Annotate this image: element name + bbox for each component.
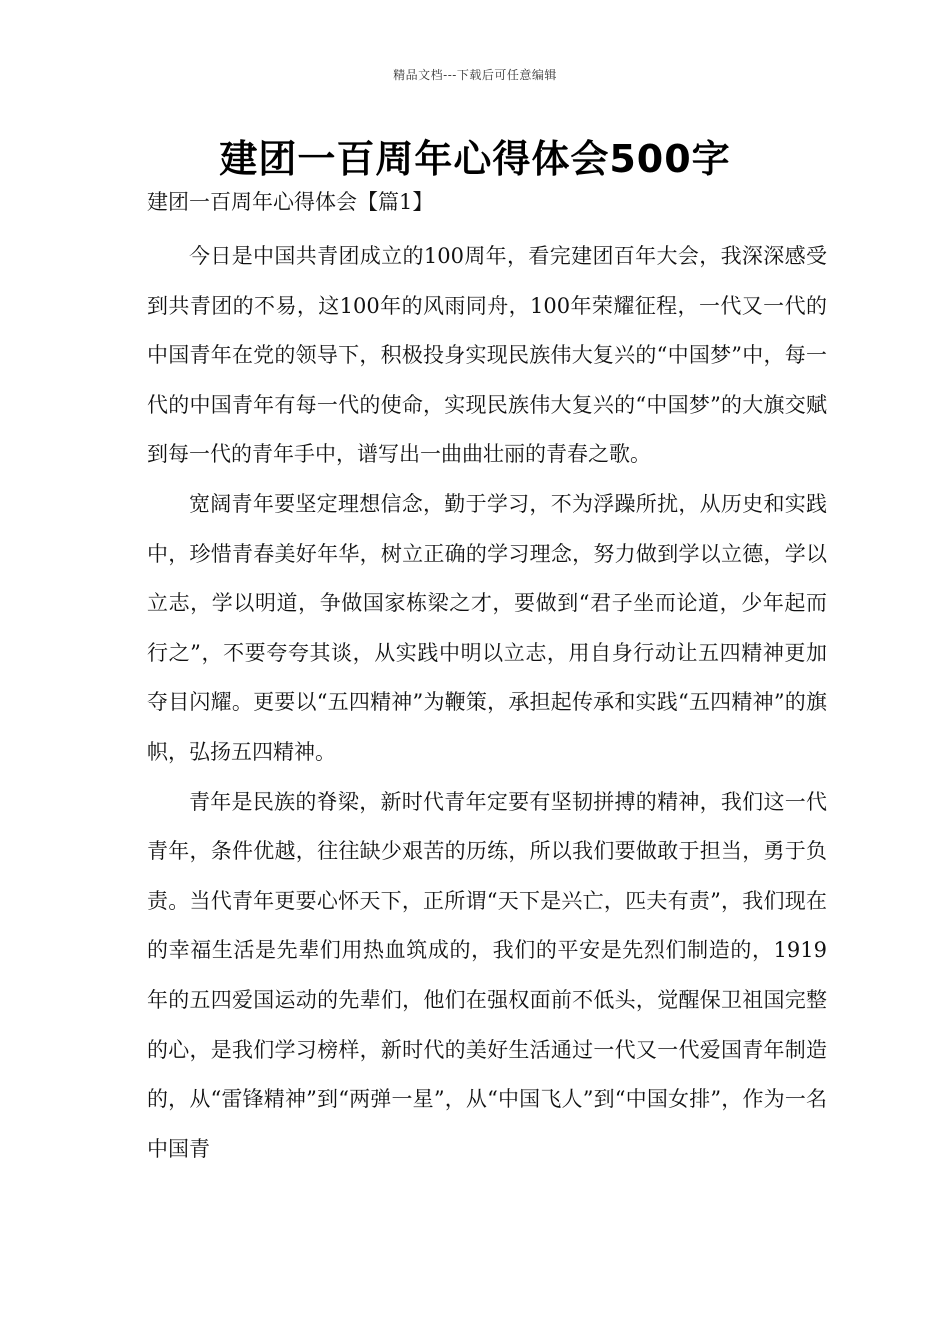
paragraph-3: 青年是民族的脊梁，新时代青年定要有坚韧拼搏的精神，我们这一代青年，条件优越，往往缺少艰苦的历练，所以我们要做敢于担当，勇于负责。当代青年更要心怀天下，正所谓“天下是兴亡，匹夫有责”，我们现在的幸福生活是先辈们用热血筑成的，我们的平安是先烈们制造的，1919年的五四爱国运动的先辈们，他们在强权面前不低头，觉醒保卫祖国完整的心，是我们学习榜样，新时代的美好生活通过一代又一代爱国青年制造的，从“雷锋精神”到“两弹一星”，从“中国飞人”到“中国女排”，作为一名中国青 <box>147 789 827 1161</box>
document-subtitle: 建团一百周年心得体会【篇1】 <box>147 190 434 214</box>
header-note: 精品文档---下载后可任意编辑 <box>393 68 557 82</box>
document-title: 建团一百周年心得体会500字 <box>219 137 731 181</box>
document-body <box>147 232 827 1174</box>
paragraph-1: 今日是中国共青团成立的100周年，看完建团百年大会，我深深感受到共青团的不易，这100年的风雨同舟，100年荣耀征程，一代又一代的中国青年在党的领导下，积极投身实现民族伟大复兴的“中国梦”中，每一代的中国青年有每一代的使命，实现民族伟大复兴的“中国梦”的大旗交赋到每一代的青年手中，谱写出一曲曲壮丽的青春之歌。 <box>147 244 827 467</box>
paragraph-2: 宽阔青年要坚定理想信念，勤于学习，不为浮躁所扰，从历史和实践中，珍惜青春美好年华，树立正确的学习理念，努力做到学以立德，学以立志，学以明道，争做国家栋梁之才，要做到“君子坐而论道，少年起而行之”，不要夸夸其谈，从实践中明以立志，用自身行动让五四精神更加夺目闪耀。更要以“五四精神”为鞭策，承担起传承和实践“五四精神”的旗帜，弘扬五四精神。 <box>147 491 827 764</box>
